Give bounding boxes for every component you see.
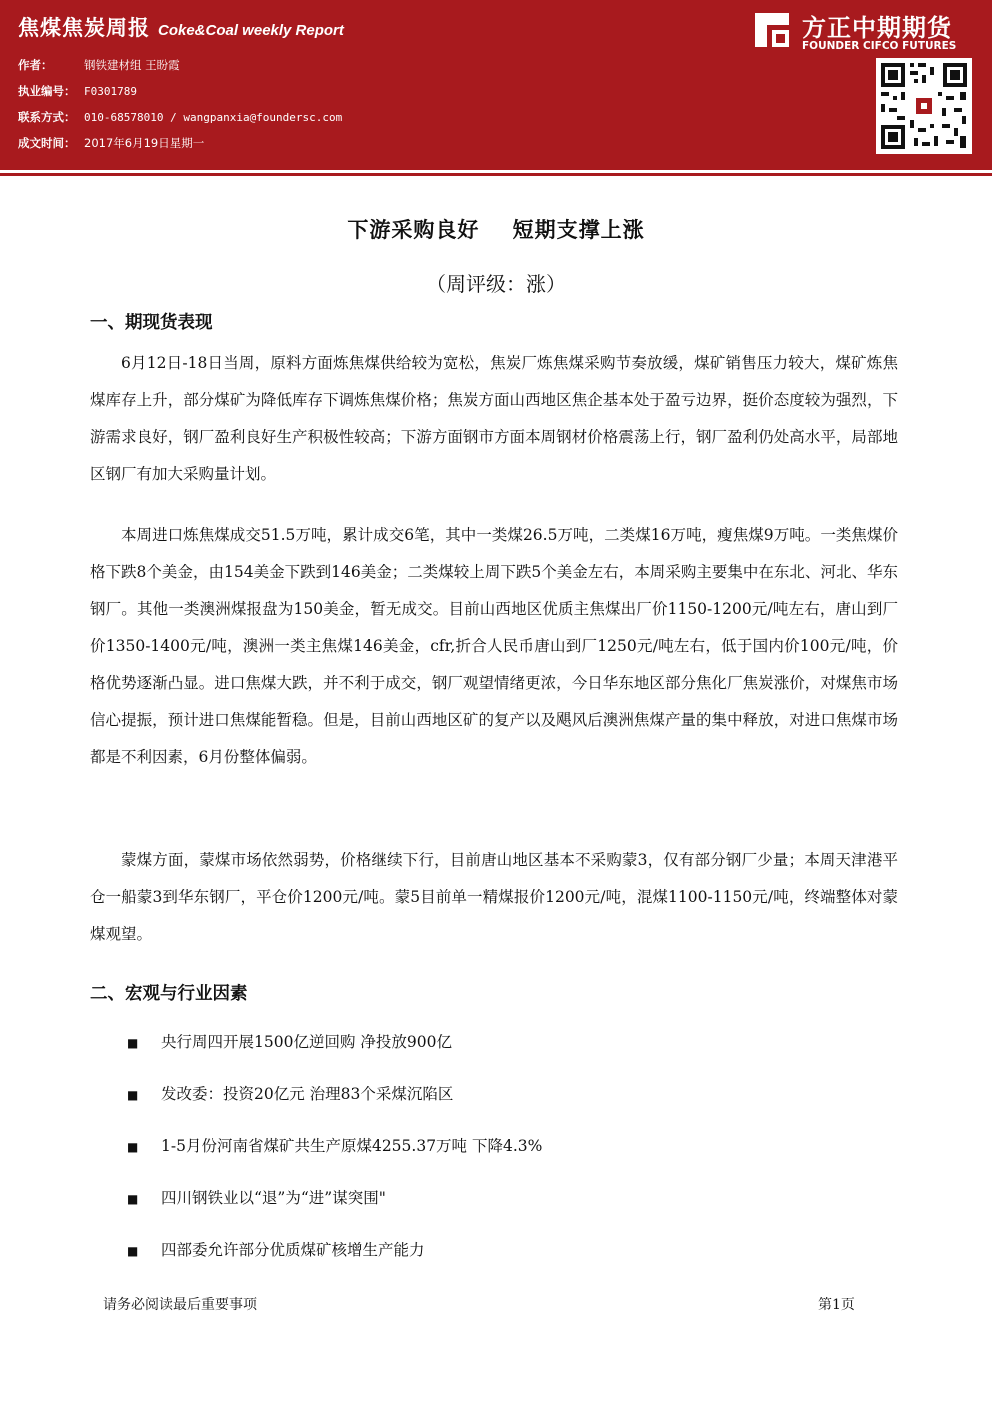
meta-label: 执业编号： [18, 84, 76, 98]
list-item-text: 发改委：投资20亿元 治理83个采煤沉陷区 [161, 1085, 454, 1103]
list-item-text: 四川钢铁业以“退”为“进”谋突围" [161, 1189, 386, 1207]
bullet-square-icon: ■ [127, 1244, 139, 1258]
list-item [127, 1082, 453, 1104]
meta-value: 010-68578010 / wangpanxia@foundersc.com [84, 111, 343, 124]
section-heading-macro: 二、宏观与行业因素 [90, 984, 248, 1004]
page-title: 下游采购良好 短期支撑上涨 [347, 218, 645, 242]
meta-author [18, 57, 180, 73]
logo-text-cn: 方正中期期货 [802, 14, 952, 42]
meta-label: 联系方式： [18, 110, 76, 124]
header-divider [0, 173, 992, 176]
paragraph-import-coal: 本周进口炼焦煤成交51.5万吨，累计成交6笔，其中一类煤26.5万吨，二类煤16万吨，瘦焦煤9万吨。一类焦煤价格下跌8个美金，由154美金下跌到146美金；二类煤较上周下跌5个美金左右，本周采购主要集中在东北、河北、华东钢厂。其他一类澳洲煤报盘为150美金，暂无成交。目前山西地区优质主焦煤出厂价1150-1200元/吨左右，唐山到厂价1350-1400元/吨，澳洲一类主焦煤146美金，cfr,折合人民币唐山到厂1250元/吨左右，低于国内价100元/吨，价格优势逐渐凸显。进口焦煤大跌，并不利于成交，钢厂观望情绪更浓，今日华东地区部分焦化厂焦炭涨价，对煤焦市场信心提振，预计进口焦煤能暂稳。但是，目前山西地区矿的复产以及飓风后澳洲焦煤产量的集中释放，对进口焦煤市场都是不利因素，6月份整体偏弱。 [90, 526, 898, 766]
meta-label: 作者： [18, 58, 53, 72]
bullet-square-icon: ■ [127, 1140, 139, 1154]
logo-text-en: FOUNDER CIFCO FUTURES [802, 40, 957, 52]
list-item [127, 1186, 386, 1208]
meta-value: F0301789 [84, 85, 137, 98]
report-title-cn: 焦煤焦炭周报 [18, 16, 150, 40]
page-number: 第1页 [818, 1297, 855, 1313]
paragraph-market-overview: 6月12日-18日当周，原料方面炼焦煤供给较为宽松，焦炭厂炼焦煤采购节奏放缓，煤矿销售压力较大，煤矿炼焦煤库存上升，部分煤矿为降低库存下调炼焦煤价格；焦炭方面山西地区焦企基本处于盈亏边界，挺价态度较为强烈，下游需求良好，钢厂盈利良好生产积极性较高；下游方面钢市方面本周钢材价格震荡上行，钢厂盈利仍处高水平，局部地区钢厂有加大采购量计划。 [90, 354, 898, 483]
company-logo [752, 6, 982, 54]
bullet-square-icon: ■ [127, 1036, 139, 1050]
meta-license [18, 83, 137, 99]
qr-code-icon [876, 58, 972, 154]
founder-logo-icon [752, 10, 792, 50]
meta-contact [18, 109, 342, 125]
meta-label: 成文时间： [18, 136, 76, 150]
meta-value: 钢铁建材组 王盼霞 [84, 58, 180, 72]
bullet-square-icon: ■ [127, 1192, 139, 1206]
list-item [127, 1238, 425, 1260]
section-heading-market: 一、期现货表现 [90, 313, 213, 333]
paragraph-mongolian-coal: 蒙煤方面，蒙煤市场依然弱势，价格继续下行，目前唐山地区基本不采购蒙3，仅有部分钢厂少量；本周天津港平仓一船蒙3到华东钢厂，平仓价1200元/吨。蒙5目前单一精煤报价1200元/吨，混煤1100-1150元/吨，终端整体对蒙煤观望。 [90, 851, 898, 943]
list-item-text: 四部委允许部分优质煤矿核增生产能力 [161, 1241, 425, 1259]
bullet-square-icon: ■ [127, 1088, 139, 1102]
list-item-text: 1-5月份河南省煤矿共生产原煤4255.37万吨 下降4.3% [161, 1137, 543, 1155]
report-title [18, 12, 344, 42]
footer-disclaimer-notice: 请务必阅读最后重要事项 [103, 1297, 257, 1313]
list-item-text: 央行周四开展1500亿逆回购 净投放900亿 [161, 1033, 452, 1051]
weekly-rating: （周评级：涨） [426, 272, 566, 296]
list-item [127, 1134, 542, 1156]
meta-date [18, 135, 204, 151]
report-title-en: Coke&Coal weekly Report [158, 22, 344, 39]
list-item [127, 1030, 452, 1052]
meta-value: 2017年6月19日星期一 [84, 136, 205, 150]
